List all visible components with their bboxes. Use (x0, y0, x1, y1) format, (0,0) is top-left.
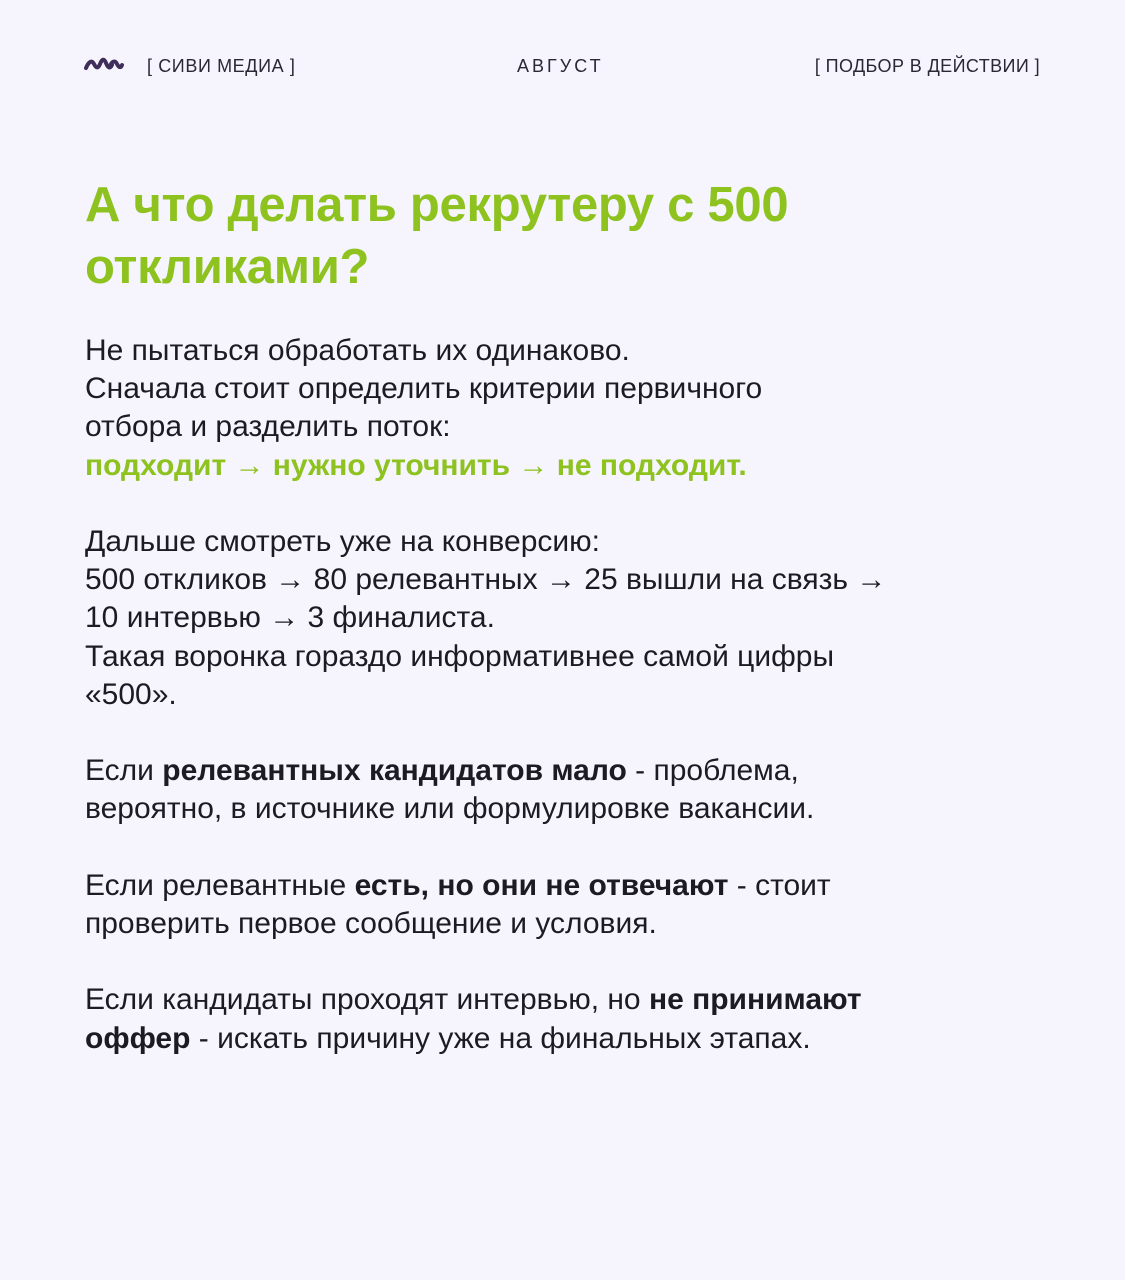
case-line (85, 752, 1045, 790)
paragraph-gap (85, 829, 1045, 867)
case-line: проверить первое сообщение и условия. (85, 907, 657, 940)
case-emphasis: есть, но они не отвечают (354, 868, 729, 902)
header (84, 52, 1040, 80)
case-text: - искать причину уже на финальных этапах. (190, 1021, 811, 1055)
case-text: Если релевантные (85, 868, 355, 902)
funnel-line: Такая воронка гораздо информативнее самой цифры (85, 639, 835, 673)
page-title: А что делать рекрутеру с 500 откликами? (85, 178, 789, 294)
case-text: - проблема, (626, 754, 799, 788)
case-line (85, 1020, 1045, 1058)
intro-line: отбора и разделить поток: (85, 410, 451, 444)
case-line (85, 867, 1045, 905)
wave-logo-icon (84, 52, 124, 76)
paragraph-gap (85, 943, 1045, 981)
case-emphasis: оффер (85, 1021, 191, 1055)
series-label: [ ПОДБОР В ДЕЙСТВИИ ] (814, 56, 1040, 76)
case-emphasis: релевантных кандидатов мало (162, 754, 627, 788)
intro-line: Не пытаться обработать их одинаково. (85, 334, 630, 367)
funnel-line: 500 откликов → 80 релевантных → 25 вышли на связь → (85, 563, 887, 597)
case-line: вероятно, в источнике или формулировке вакансии. (85, 792, 815, 826)
paragraph-gap (85, 485, 1045, 523)
funnel-line: «500». (85, 677, 177, 711)
paragraph-gap (85, 714, 1045, 752)
case-emphasis: не принимают (648, 983, 862, 1017)
case-text: - стоит (728, 868, 831, 902)
funnel-line: 10 интервью → 3 финалиста. (85, 601, 495, 635)
case-text: Если (85, 754, 163, 788)
screening-flow: подходит → нужно уточнить → не подходит. (85, 448, 747, 482)
month-label: АВГУСТ (517, 56, 604, 76)
body-text (85, 332, 1045, 1058)
funnel-line: Дальше смотреть уже на конверсию: (85, 525, 600, 558)
intro-line: Сначала стоит определить критерии первичного (85, 372, 763, 406)
case-text: Если кандидаты проходят интервью, но (85, 983, 649, 1017)
brand-label: [ СИВИ МЕДИА ] (147, 56, 296, 76)
case-line (85, 981, 1045, 1019)
